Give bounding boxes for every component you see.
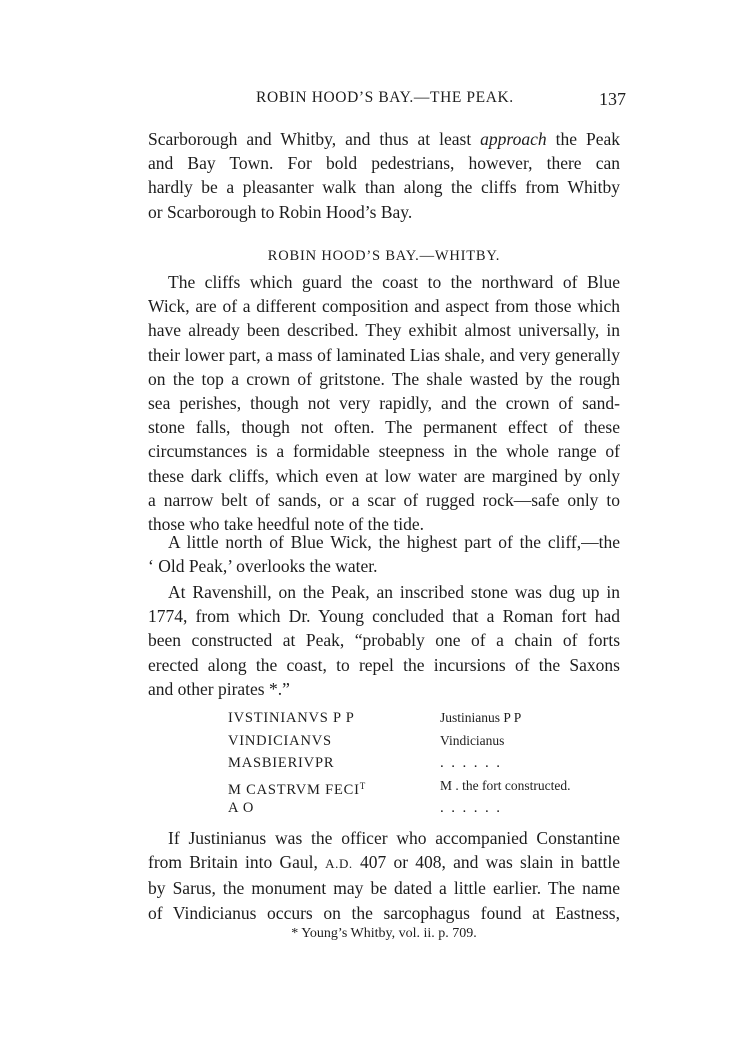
page-number: 137 (599, 89, 626, 109)
small-caps-ad: A.D. (325, 856, 353, 872)
text-line: At Ravenshill, on the Peak, an inscribed stone was dug up in (168, 582, 620, 602)
running-head (148, 89, 626, 113)
inscription-table (228, 707, 571, 820)
text-line: their lower part, a mass of laminated Lias shale, and very generally (148, 344, 620, 365)
footnote: * Young’s Whitby, vol. ii. p. 709. (291, 926, 477, 941)
text-line: of Vindicianus occurs on the sarcophagus found at Eastness, (148, 902, 620, 923)
inscription-latin: MASBIERIVPR (228, 755, 335, 771)
inscription-latin: IVSTINIANVS P P (228, 710, 355, 726)
inscription-translation: Justinianus P P (440, 710, 522, 725)
text-line: circumstances is a formidable steepness in the whole range of (148, 441, 620, 462)
text-line: ‘ Old Peak,’ overlooks the water. (148, 556, 378, 577)
text-line: 1774, from which Dr. Young concluded that a Roman fort had (148, 606, 620, 627)
inscription-translation-dots: ...... (440, 755, 508, 771)
text-line: and Bay Town. For bold pedestrians, however, there can (148, 153, 620, 174)
text-line: stone falls, though not often. The permanent effect of these (148, 417, 620, 438)
inscription-latin: VINDICIANVS (228, 732, 332, 749)
inscription-translation: M . the fort constructed. (440, 777, 571, 793)
text-line: erected along the coast, to repel the incursions of the Saxons (148, 654, 620, 675)
inscription-translation-dots: ...... (440, 800, 508, 816)
inscription-row (228, 752, 558, 775)
text-line: hardly be a pleasanter walk than along the cliffs from Whitby (148, 177, 620, 198)
text-line: or Scarborough to Robin Hood’s Bay. (148, 201, 413, 222)
inscription-row (228, 775, 571, 798)
inscription-row (228, 730, 558, 753)
text-line: The cliffs which guard the coast to the northward of Blue (168, 272, 620, 292)
superscript-t: T (359, 780, 366, 791)
paragraph-justinianus (148, 826, 620, 925)
section-heading: ROBIN HOOD’S BAY.—WHITBY. (267, 248, 501, 264)
paragraph-cliffs (148, 270, 620, 536)
text-line: Scarborough and Whitby, and thus at least approach the Peak (148, 129, 620, 149)
emphasis-approach: approach (480, 129, 547, 149)
paragraph-continuation (148, 127, 620, 224)
text-line: a narrow belt of sands, or a scar of rugged rock—safe only to (148, 489, 620, 510)
inscription-latin: M CASTRVM $FECI^T$ (228, 780, 366, 798)
paragraph-ravenshill (148, 580, 620, 701)
text-line: on the top a crown of gritstone. The shale wasted by the rough (148, 368, 620, 389)
text-line: those who take heedful note of the tide. (148, 514, 425, 535)
text-line: Wick, are of a different composition and aspect from those which (148, 296, 620, 317)
text-line: by Sarus, the monument may be dated a little earlier. The name (148, 878, 620, 899)
text-line: If Justinianus was the officer who accompanied Constantine (168, 828, 620, 848)
text-line: from Britain into Gaul, A.D. 407 or 408, and was slain in battle (148, 852, 620, 873)
text-line: these dark cliffs, which even at low water are margined by only (148, 465, 620, 486)
running-title: ROBIN HOOD’S BAY.—THE PEAK. (256, 89, 514, 106)
text-line: A little north of Blue Wick, the highest part of the cliff,—the (168, 532, 620, 552)
text-line: sea perishes, though not very rapidly, and the crown of sand- (148, 393, 620, 414)
inscription-row (228, 797, 558, 820)
inscription-latin: A O (228, 800, 255, 816)
text-line: have already been described. They exhibit almost universally, in (148, 320, 620, 341)
inscription-translation: Vindicianus (440, 732, 505, 748)
paragraph-old-peak (148, 530, 620, 578)
text-line: and other pirates *.” (148, 678, 290, 699)
inscription-row (228, 707, 558, 730)
text-line: been constructed at Peak, “probably one of a chain of forts (148, 630, 620, 651)
